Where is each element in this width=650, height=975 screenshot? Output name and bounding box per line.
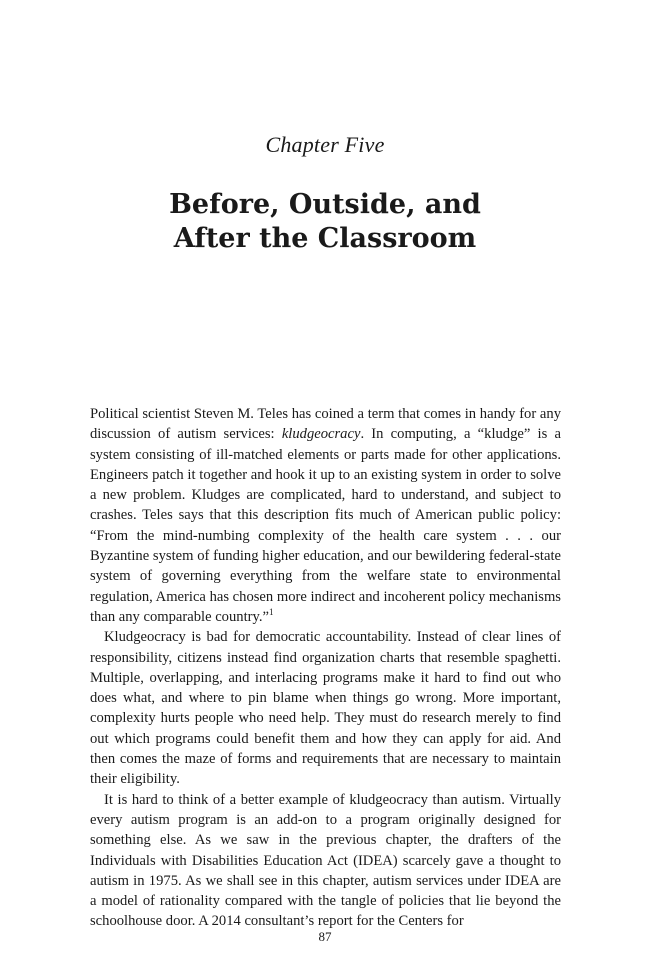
chapter-title-line-1: Before, Outside, and xyxy=(169,189,481,220)
paragraph-2: Kludgeocracy is bad for democratic accountability. Instead of clear lines of responsibility, citizens instead find organization charts that resemble spaghetti. Multiple, overlapping, and interlacing programs make it hard to find out who does what, and where to pin blame when things go wrong. More important, complexity hurts people who need help. They must do research merely to find out which programs could benefit them and how they can apply for aid. And then comes the maze of forms and requirements that are necessary to maintain their eligibility. xyxy=(90,629,561,788)
chapter-label: Chapter Five xyxy=(265,132,385,157)
paragraph-1 xyxy=(90,404,561,627)
chapter-title-line-2: After the Classroom xyxy=(173,223,477,254)
footnote-marker: 1 xyxy=(268,607,274,618)
paragraph-1-text-a: Political scientist Steven M. Teles has coined a term that comes in handy for any discussion of autism services: xyxy=(90,406,561,443)
paragraph-1-text-b: . In computing, a “kludge” is a system consisting of ill-matched elements or parts made for other applications. Engineers patch it together and hook it up to an existing system in order to solve a new problem. Kludges are complicated, hard to understand, and subject to crashes. Teles says that this description fits much of American public policy: “From the mind-numbing complexity of the health care system . . . our Byzantine system of funding higher education, and our bewildering federal-state system of governing everything from the welfare state to environmental regulation, America has chosen more indirect and incoherent policy mechanisms than any comparable country.” xyxy=(90,426,561,625)
paragraph-3: It is hard to think of a better example of kludgeocracy than autism. Virtually every autism program is an add-on to a program originally designed for something else. As we saw in the previous chapter, the drafters of the Individuals with Disabilities Education Act (IDEA) scarcely gave a thought to autism in 1975. As we shall see in this chapter, autism services under IDEA are a model of rationality compared with the tangle of policies that lie beyond the schoolhouse door. A 2014 consultant’s report for the Centers for xyxy=(90,791,561,930)
paragraph-1-emphasis: kludgeocracy xyxy=(281,426,361,443)
chapter-title xyxy=(0,188,650,256)
body-text xyxy=(90,404,561,932)
page-number: 87 xyxy=(318,929,332,944)
